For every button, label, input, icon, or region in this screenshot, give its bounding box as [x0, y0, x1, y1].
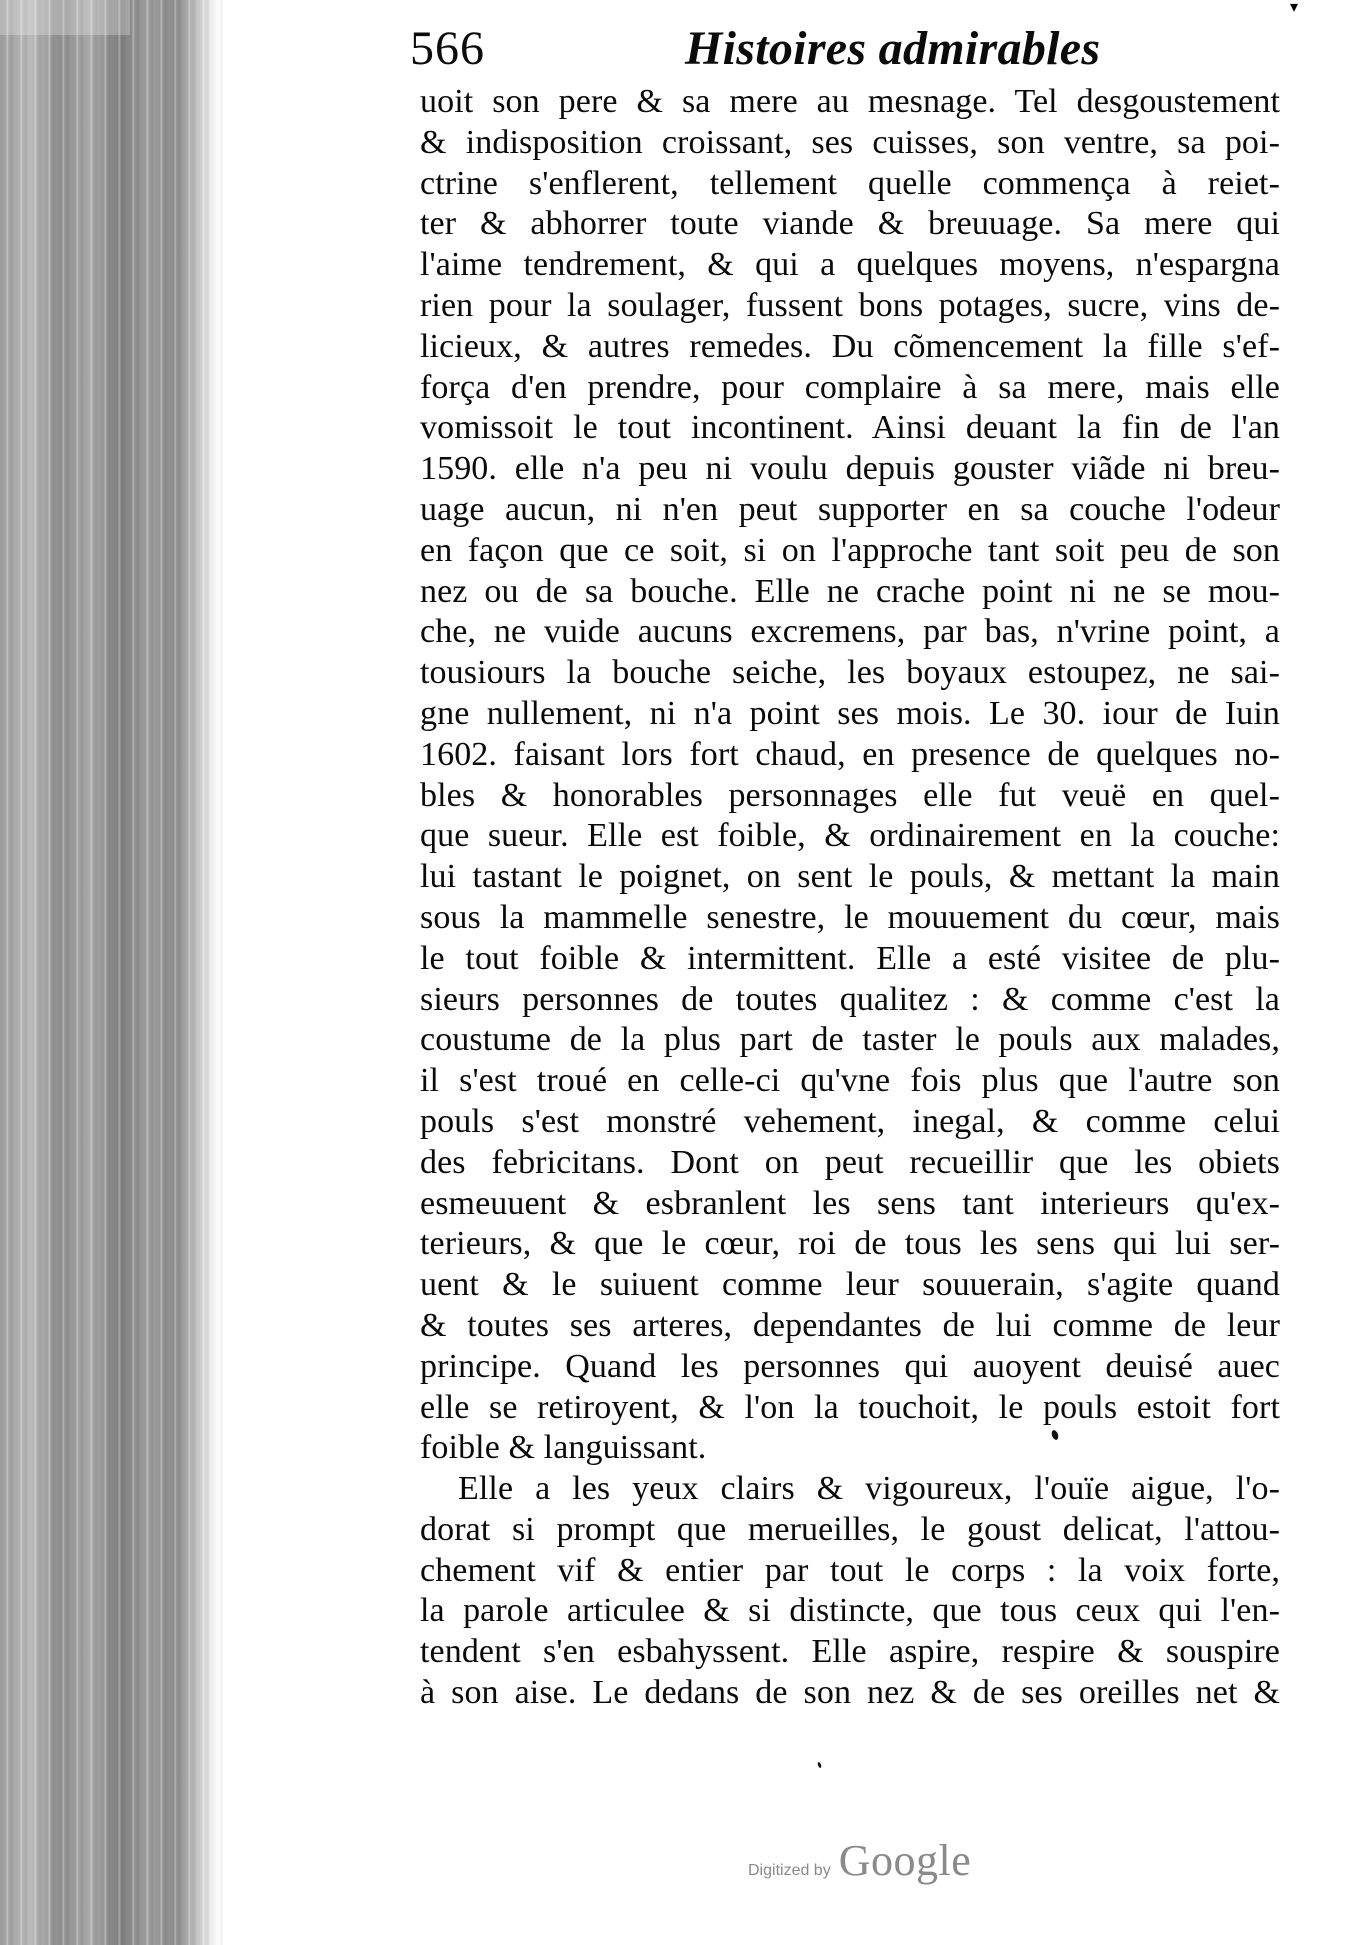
text-line: força d'en prendre, pour complaire à sa mere, mais elle	[420, 368, 1280, 406]
text-line: ctrine s'enflerent, tellement quelle commença à reiet-	[420, 164, 1280, 202]
text-line: pouls s'est monstré vehement, inegal, & comme celui	[420, 1102, 1280, 1140]
text-line: ter & abhorrer toute viande & breuuage. Sa mere qui	[420, 205, 1280, 243]
text-line: principe. Quand les personnes qui auoyent deuisé auec	[420, 1347, 1280, 1385]
text-line: 1590. elle n'a peu ni voulu depuis gouster viãde ni breu-	[420, 450, 1280, 488]
text-line: uage aucun, ni n'en peut supporter en sa couche l'odeur	[420, 490, 1280, 528]
text-line: coustume de la plus part de taster le pouls aux malades,	[420, 1021, 1280, 1059]
text-line: gne nullement, ni n'a point ses mois. Le 30. iour de Iuin	[420, 694, 1280, 732]
text-line: en façon que ce soit, si on l'approche tant soit peu de son	[420, 531, 1280, 569]
binding-highlight	[0, 0, 130, 35]
paragraph-end-line: foible & languissant.	[420, 1429, 707, 1467]
text-line: à son aise. Le dedans de son nez & de ses oreilles net &	[420, 1674, 1280, 1712]
body-text	[420, 82, 1280, 1714]
text-line: & toutes ses arteres, dependantes de lui comme de leur	[420, 1306, 1280, 1344]
text-line: sous la mammelle senestre, le mouuement du cœur, mais	[420, 898, 1280, 936]
google-logo: Google	[838, 1836, 972, 1885]
text-line: nez ou de sa bouche. Elle ne crache point ni ne se mou-	[420, 572, 1280, 610]
ink-mark: ▾	[1290, 0, 1299, 16]
page-number: 566	[410, 22, 485, 75]
text-line: esmeuuent & esbranlent les sens tant interieurs qu'ex-	[420, 1184, 1280, 1222]
text-line: licieux, & autres remedes. Du cõmencement la fille s'ef-	[420, 327, 1280, 365]
digitization-watermark	[748, 1835, 1008, 1895]
text-line: sieurs personnes de toutes qualitez : & comme c'est la	[420, 980, 1280, 1018]
text-line: elle se retiroyent, & l'on la touchoit, le pouls estoit fort	[420, 1388, 1280, 1426]
text-line: tousiours la bouche seiche, les boyaux estoupez, ne sai-	[420, 654, 1280, 692]
text-line: 1602. faisant lors fort chaud, en presence de quelques no-	[420, 735, 1280, 773]
text-line: uent & le suiuent comme leur souuerain, s'agite quand	[420, 1266, 1280, 1304]
text-line: rien pour la soulager, fussent bons potages, sucre, vins de-	[420, 286, 1280, 324]
text-line: bles & honorables personnages elle fut veuë en quel-	[420, 776, 1280, 814]
ink-speck	[817, 1762, 822, 1769]
text-line: vomissoit le tout incontinent. Ainsi deuant la fin de l'an	[420, 409, 1280, 447]
book-binding-edge	[0, 0, 225, 1945]
paragraph-start-line: Elle a les yeux clairs & vigoureux, l'ouïe aigue, l'o-	[458, 1470, 1280, 1508]
running-head	[410, 14, 1101, 84]
text-line: l'aime tendrement, & qui a quelques moyens, n'espargna	[420, 246, 1280, 284]
text-line: le tout foible & intermittent. Elle a esté visitee de plu-	[420, 939, 1280, 977]
text-line: dorat si prompt que merueilles, le goust delicat, l'attou-	[420, 1510, 1280, 1548]
digitized-by-label: Digitized by	[748, 1862, 831, 1879]
running-title: Histoires admirables	[685, 22, 1101, 75]
text-line: que sueur. Elle est foible, & ordinairement en la couche:	[420, 817, 1280, 855]
text-line: la parole articulee & si distincte, que tous ceux qui l'en-	[420, 1592, 1280, 1630]
text-line: chement vif & entier par tout le corps : la voix forte,	[420, 1551, 1280, 1589]
text-line: terieurs, & que le cœur, roi de tous les sens qui lui ser-	[420, 1225, 1280, 1263]
text-line: il s'est troué en celle-ci qu'vne fois plus que l'autre son	[420, 1062, 1280, 1100]
text-line: des febricitans. Dont on peut recueillir que les obiets	[420, 1143, 1280, 1181]
text-line: & indisposition croissant, ses cuisses, son ventre, sa poi-	[420, 123, 1280, 161]
text-line: tendent s'en esbahyssent. Elle aspire, respire & souspire	[420, 1633, 1280, 1671]
text-line: uoit son pere & sa mere au mesnage. Tel desgoustement	[420, 83, 1280, 120]
text-line: che, ne vuide aucuns excremens, par bas, n'vrine point, a	[420, 613, 1280, 651]
text-line: lui tastant le poignet, on sent le pouls, & mettant la main	[420, 858, 1280, 896]
